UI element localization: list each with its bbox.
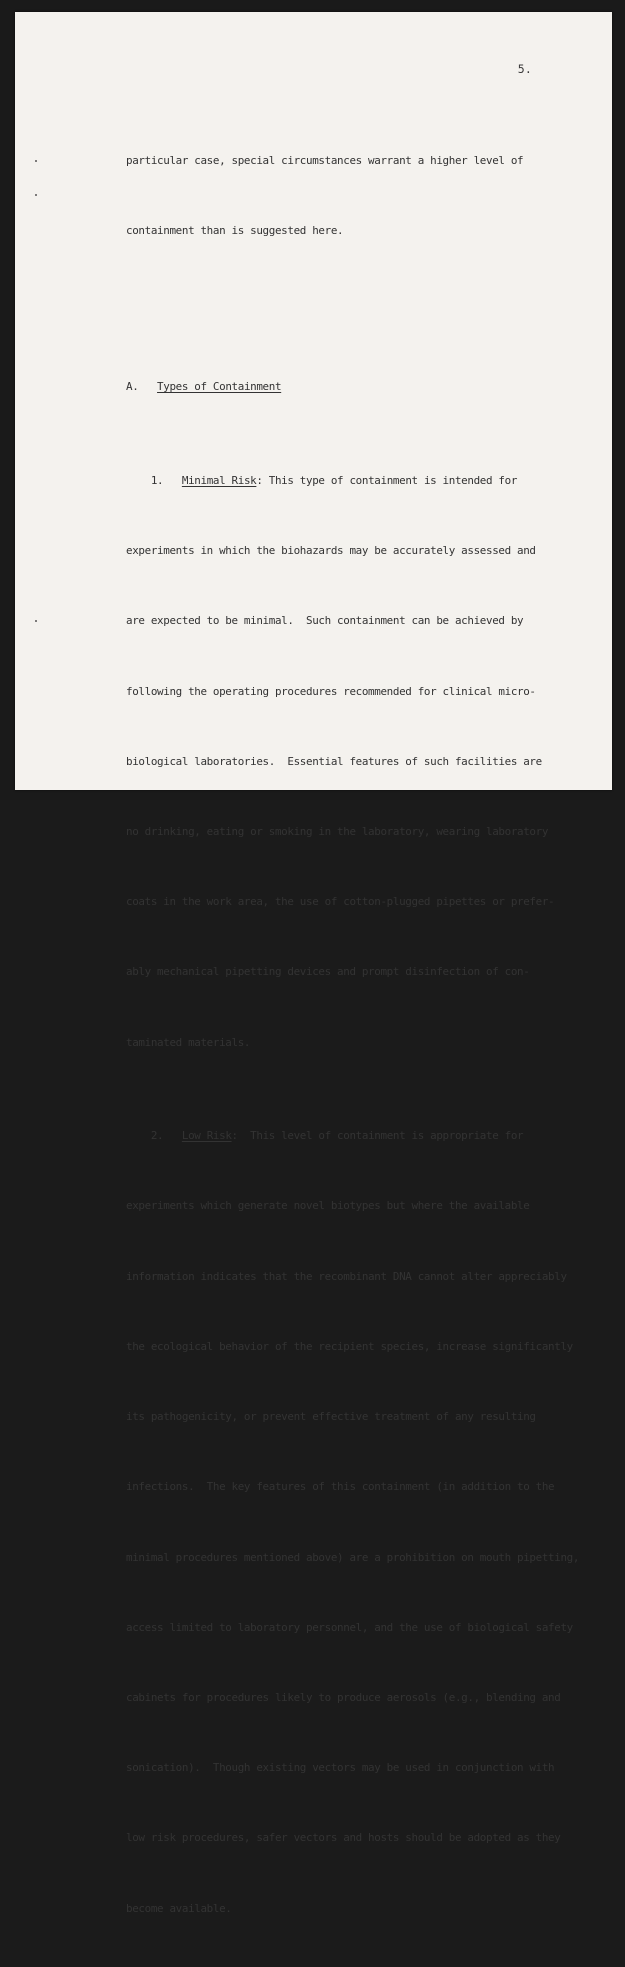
paragraph-line: experiments in which the biohazards may be accurately assessed and xyxy=(126,544,536,558)
paragraph-line: particular case, special circumstances warrant a higher level of xyxy=(126,153,524,167)
item-title: Minimal Risk xyxy=(181,474,257,488)
item-heading-line xyxy=(126,469,556,492)
paragraph-line: ably mechanical pipetting devices and prompt disinfection of con- xyxy=(126,965,530,979)
section-heading xyxy=(126,375,556,398)
paragraph-line: sonication). Though existing vectors may be used in conjunction with xyxy=(126,1761,555,1775)
margin-mark xyxy=(35,194,37,196)
page-body xyxy=(126,102,580,1967)
item-title: Low Risk xyxy=(181,1129,232,1143)
paragraph-line: information indicates that the recombinant DNA cannot alter appreciably xyxy=(126,1269,567,1283)
paragraph-line: taminated materials. xyxy=(126,1035,251,1049)
section-letter: A. xyxy=(126,380,139,394)
paragraph-line: the ecological behavior of the recipient species, increase significantly xyxy=(126,1339,573,1353)
paragraph-line: minimal procedures mentioned above) are a prohibition on mouth pipetting, xyxy=(126,1550,580,1564)
item-number: 1. xyxy=(150,474,164,488)
section-title: Types of Containment xyxy=(157,380,282,394)
document-page xyxy=(15,12,612,1915)
paragraph-line: its pathogenicity, or prevent effective treatment of any resulting xyxy=(126,1410,536,1424)
paragraph-line: experiments which generate novel biotypes but where the available xyxy=(126,1199,530,1213)
paragraph-line: coats in the work area, the use of cotton-plugged pipettes or prefer- xyxy=(126,895,555,909)
paragraph-line: containment than is suggested here. xyxy=(126,224,344,238)
paragraph-line: are expected to be minimal. Such containment can be achieved by xyxy=(126,614,524,628)
paragraph-line: following the operating procedures recommended for clinical micro- xyxy=(126,684,536,698)
paragraph-line: become available. xyxy=(126,1901,232,1915)
item-first-line: : This type of containment is intended for xyxy=(256,474,518,488)
paragraph-line: biological laboratories. Essential features of such facilities are xyxy=(126,754,542,768)
page-number: 5. xyxy=(517,62,532,76)
margin-mark xyxy=(35,160,37,162)
item-heading-line xyxy=(126,1124,556,1147)
item-first-line: : This level of containment is appropriate for xyxy=(231,1129,524,1143)
paragraph-line: no drinking, eating or smoking in the laboratory, wearing laboratory xyxy=(126,825,549,839)
margin-mark xyxy=(35,620,37,622)
paragraph-line: cabinets for procedures likely to produce aerosols (e.g., blending and xyxy=(126,1690,561,1704)
paragraph-line: access limited to laboratory personnel, and the use of biological safety xyxy=(126,1620,573,1634)
item-number: 2. xyxy=(150,1129,164,1143)
paragraph-line: low risk procedures, safer vectors and hosts should be adopted as they xyxy=(126,1831,561,1845)
paragraph-line: infections. The key features of this containment (in addition to the xyxy=(126,1480,555,1494)
